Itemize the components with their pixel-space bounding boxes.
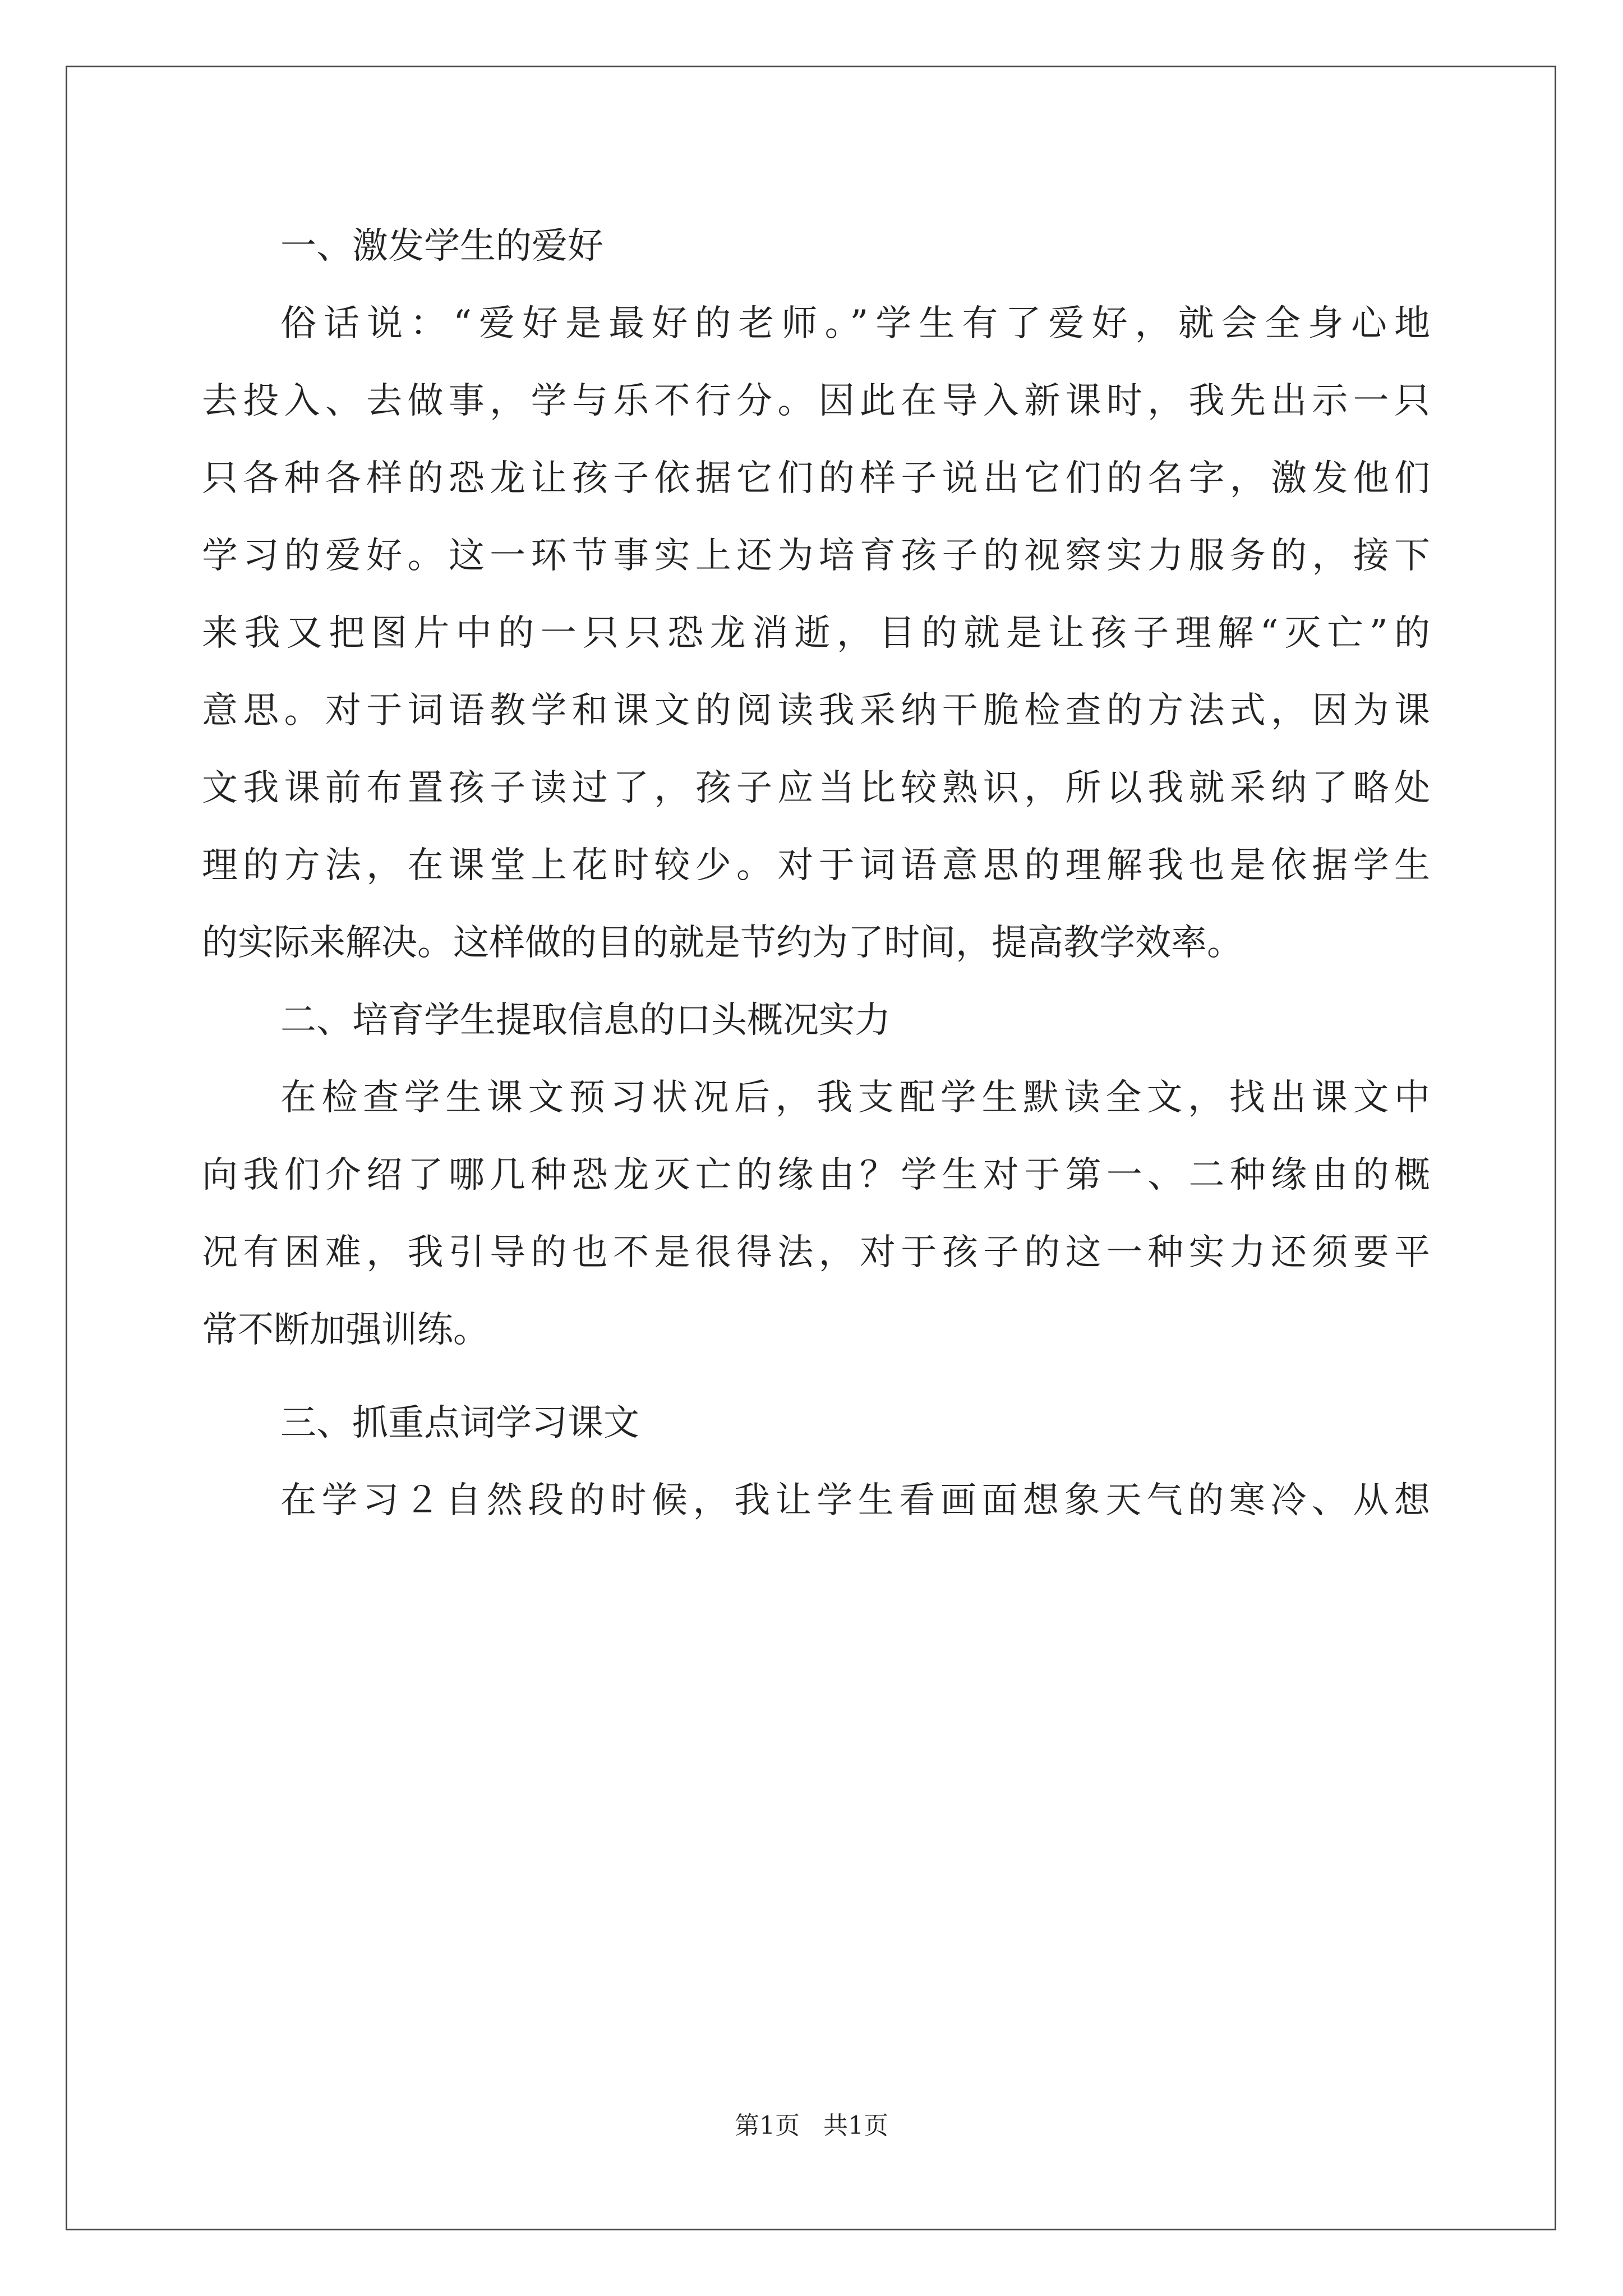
paragraph-line: 况有困难，我引导的也不是很得法，对于孩子的这一种实力还须要平 — [202, 1232, 1430, 1273]
document-body — [202, 208, 1430, 1539]
paragraph-line: 在学习２自然段的时候，我让学生看画面想象天气的寒冷、从想 — [280, 1480, 1430, 1521]
paragraph-line: 来我又把图片中的一只只恐龙消逝，目的就是让孩子理解“灭亡”的 — [202, 613, 1430, 654]
section-heading: 一、激发学生的爱好 — [280, 226, 603, 267]
paragraph-line: 向我们介绍了哪几种恐龙灭亡的缘由？学生对于第一、二种缘由的概 — [202, 1154, 1430, 1196]
paragraph-line: 在检查学生课文预习状况后，我支配学生默读全文，找出课文中 — [280, 1077, 1430, 1119]
paragraph-line: 理的方法，在课堂上花时较少。对于词语意思的理解我也是依据学生 — [202, 845, 1430, 886]
page-footer — [0, 2109, 1623, 2143]
paragraph-line: 的实际来解决。这样做的目的就是节约为了时间，提高教学效率。 — [202, 922, 1243, 964]
paragraph-line: 意思。对于词语教学和课文的阅读我采纳干脆检查的方法式，因为课 — [202, 690, 1430, 731]
paragraph-line: 文我课前布置孩子读过了，孩子应当比较熟识，所以我就采纳了略处 — [202, 767, 1430, 809]
paragraph-line: 只各种各样的恐龙让孩子依据它们的样子说出它们的名字，激发他们 — [202, 458, 1430, 499]
page-number: 第1页 — [735, 2111, 800, 2140]
paragraph-line: 俗话说：“爱好是最好的老师。”学生有了爱好，就会全身心地 — [280, 303, 1430, 344]
paragraph-line: 常不断加强训练。 — [202, 1309, 489, 1351]
paragraph-line: 去投入、去做事，学与乐不行分。因此在导入新课时，我先出示一只 — [202, 380, 1430, 422]
paragraph-line: 学习的爱好。这一环节事实上还为培育孩子的视察实力服务的，接下 — [202, 535, 1430, 577]
page-total: 共1页 — [823, 2111, 888, 2140]
section-heading: 二、培育学生提取信息的口头概况实力 — [280, 1000, 891, 1041]
section-heading: 三、抓重点词学习课文 — [280, 1402, 639, 1444]
